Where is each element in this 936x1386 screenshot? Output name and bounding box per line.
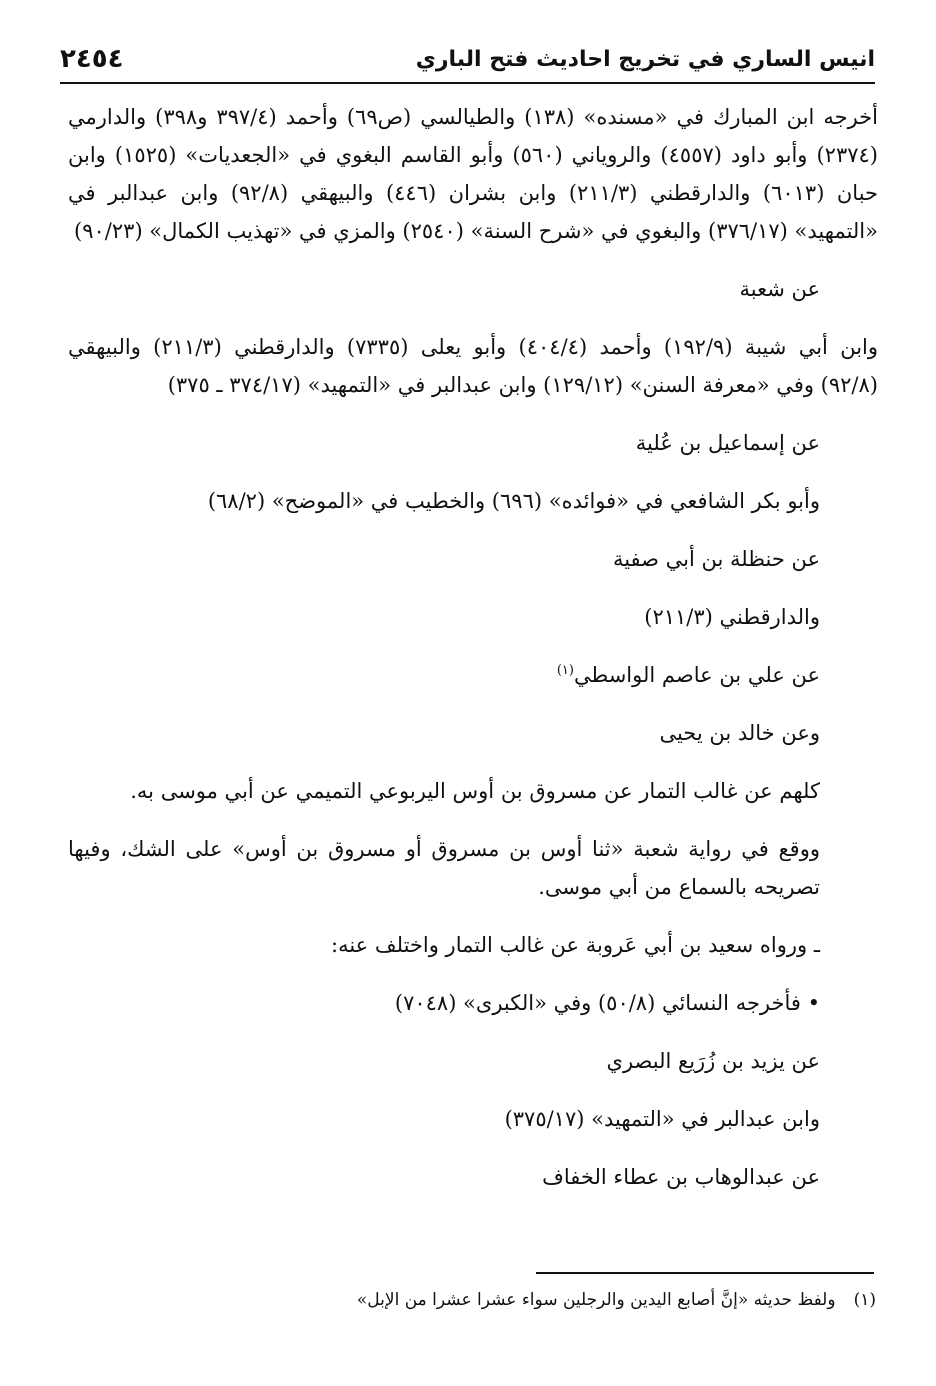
line-said-bin-aruba: ـ ورواه سعيد بن أبي عَروبة عن غالب التمار واختلف عنه: [331, 933, 820, 957]
line-daraqutni: والدارقطني (٢١١/٣) [644, 605, 820, 629]
line-hanzala: عن حنظلة بن أبي صفية [612, 547, 820, 571]
ali-bin-asim-text: عن علي بن عاصم الواسطي [573, 663, 820, 687]
page-number: ٢٤٥٤ [60, 44, 124, 74]
line-ibn-abdilbarr: وابن عبدالبر في «التمهيد» (٣٧٥/١٧) [504, 1107, 820, 1131]
footnote-text: ولفظ حديثه «إنَّ أصابع اليدين والرجلين سواء عشرا عشرا من الإبل» [356, 1290, 836, 1310]
line-an-shuba: عن شعبة [739, 277, 820, 301]
line-kulluhum: كلهم عن غالب التمار عن مسروق بن أوس اليربوعي التميمي عن أبي موسى به. [130, 779, 820, 803]
line-nasai: • فأخرجه النسائي (٥٠/٨) وفي «الكبرى» (٧٠٤٨) [394, 991, 820, 1015]
paragraph-takhrij-1: أخرجه ابن المبارك في «مسنده» (١٣٨) والطيالسي (ص٦٩) وأحمد (٣٩٧/٤ و٣٩٨) والدارمي (٢٣٧٤) وأبو داود (٤٥٥٧) والروياني (٥٦٠) وأبو القاسم البغوي في «الجعديات» (١٥٢٥) وابن حبان (٦٠١٣) والدارقطني (٢١١/٣) وابن بشران (٤٤٦) والبيهقي (٩٢/٨) وابن عبدالبر في «التمهيد» (٣٧٦/١٧) والبغوي في «شرح السنة» (٢٥٤٠) والمزي في «تهذيب الكمال» (٩٠/٢٣) [68, 105, 879, 243]
footnote-number: (١) [853, 1290, 876, 1310]
footnote-divider [536, 1272, 874, 1274]
footnote [240, 1286, 876, 1314]
main-text [68, 98, 878, 1216]
line-abu-bakr: وأبو بكر الشافعي في «فوائده» (٦٩٦) والخطيب في «الموضح» (٦٨/٢) [207, 489, 820, 513]
running-title: انيس الساري في تخريج احاديث فتح الباري [415, 46, 875, 72]
page-header [60, 40, 875, 84]
footnote-reference: (١) [556, 663, 574, 678]
line-khalid: وعن خالد بن يحيى [659, 721, 820, 745]
paragraph-shuba-riwaya: ووقع في رواية شعبة «ثنا أوس بن مسروق أو مسروق بن أوس» على الشك، وفيها تصريحه بالسماع من أبي موسى. [68, 837, 820, 899]
line-ismail: عن إسماعيل بن عُلية [635, 431, 820, 455]
line-yazid: عن يزيد بن زُرَيع البصري [606, 1049, 820, 1073]
line-ali-bin-asim [68, 656, 878, 694]
paragraph-takhrij-2: وابن أبي شيبة (١٩٢/٩) وأحمد (٤٠٤/٤) وأبو يعلى (٧٣٣٥) والدارقطني (٢١١/٣) والبيهقي (٩٢/٨) وفي «معرفة السنن» (١٢٩/١٢) وابن عبدالبر في «التمهيد» (٣٧٤/١٧ ـ ٣٧٥) [68, 335, 879, 397]
line-abdulwahhab: عن عبدالوهاب بن عطاء الخفاف [542, 1165, 820, 1189]
